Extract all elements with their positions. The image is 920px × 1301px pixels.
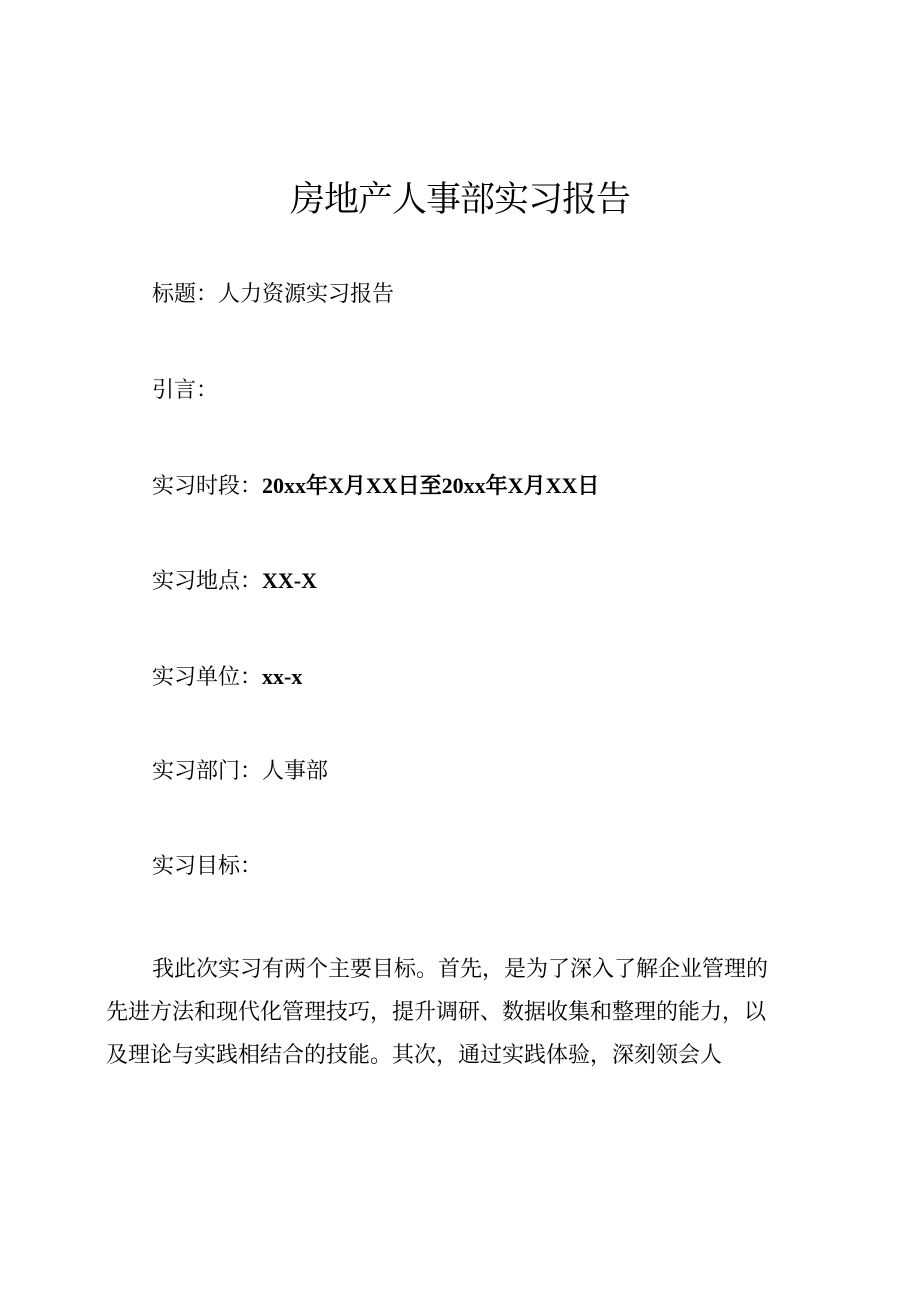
body-paragraph [106, 948, 806, 1077]
field-internship-location-value: XX-X [262, 568, 318, 593]
field-internship-period [152, 471, 599, 502]
document-title: 房地产人事部实习报告 [289, 180, 630, 220]
body-line: 我此次实习有两个主要目标。首先，是为了深入了解企业管理的 [152, 957, 769, 982]
body-line: 及理论与实践相结合的技能。其次，通过实践体验，深刻领会人 [106, 1043, 723, 1068]
body-line: 先进方法和现代化管理技巧，提升调研、数据收集和整理的能力，以 [106, 1000, 767, 1025]
field-introduction-label: 引言： [152, 378, 219, 403]
field-internship-department-label: 实习部门： [152, 759, 263, 784]
field-internship-period-label: 实习时段： [152, 474, 263, 499]
field-title-label: 标题： [152, 282, 219, 307]
field-title [152, 280, 394, 310]
field-internship-company [152, 662, 302, 693]
field-internship-goals [152, 852, 262, 882]
field-internship-location-label: 实习地点： [152, 569, 263, 594]
field-internship-period-value: 20xx年X月XX日至20xx年X月XX日 [262, 473, 600, 498]
field-internship-company-label: 实习单位： [152, 665, 263, 690]
field-internship-department-value: 人事部 [262, 759, 329, 784]
field-title-value: 人力资源实习报告 [218, 282, 395, 307]
field-internship-goals-label: 实习目标： [152, 854, 263, 879]
field-introduction [152, 376, 218, 406]
field-internship-department [152, 757, 328, 787]
field-internship-company-value: xx-x [262, 664, 303, 689]
field-internship-location [152, 566, 317, 597]
